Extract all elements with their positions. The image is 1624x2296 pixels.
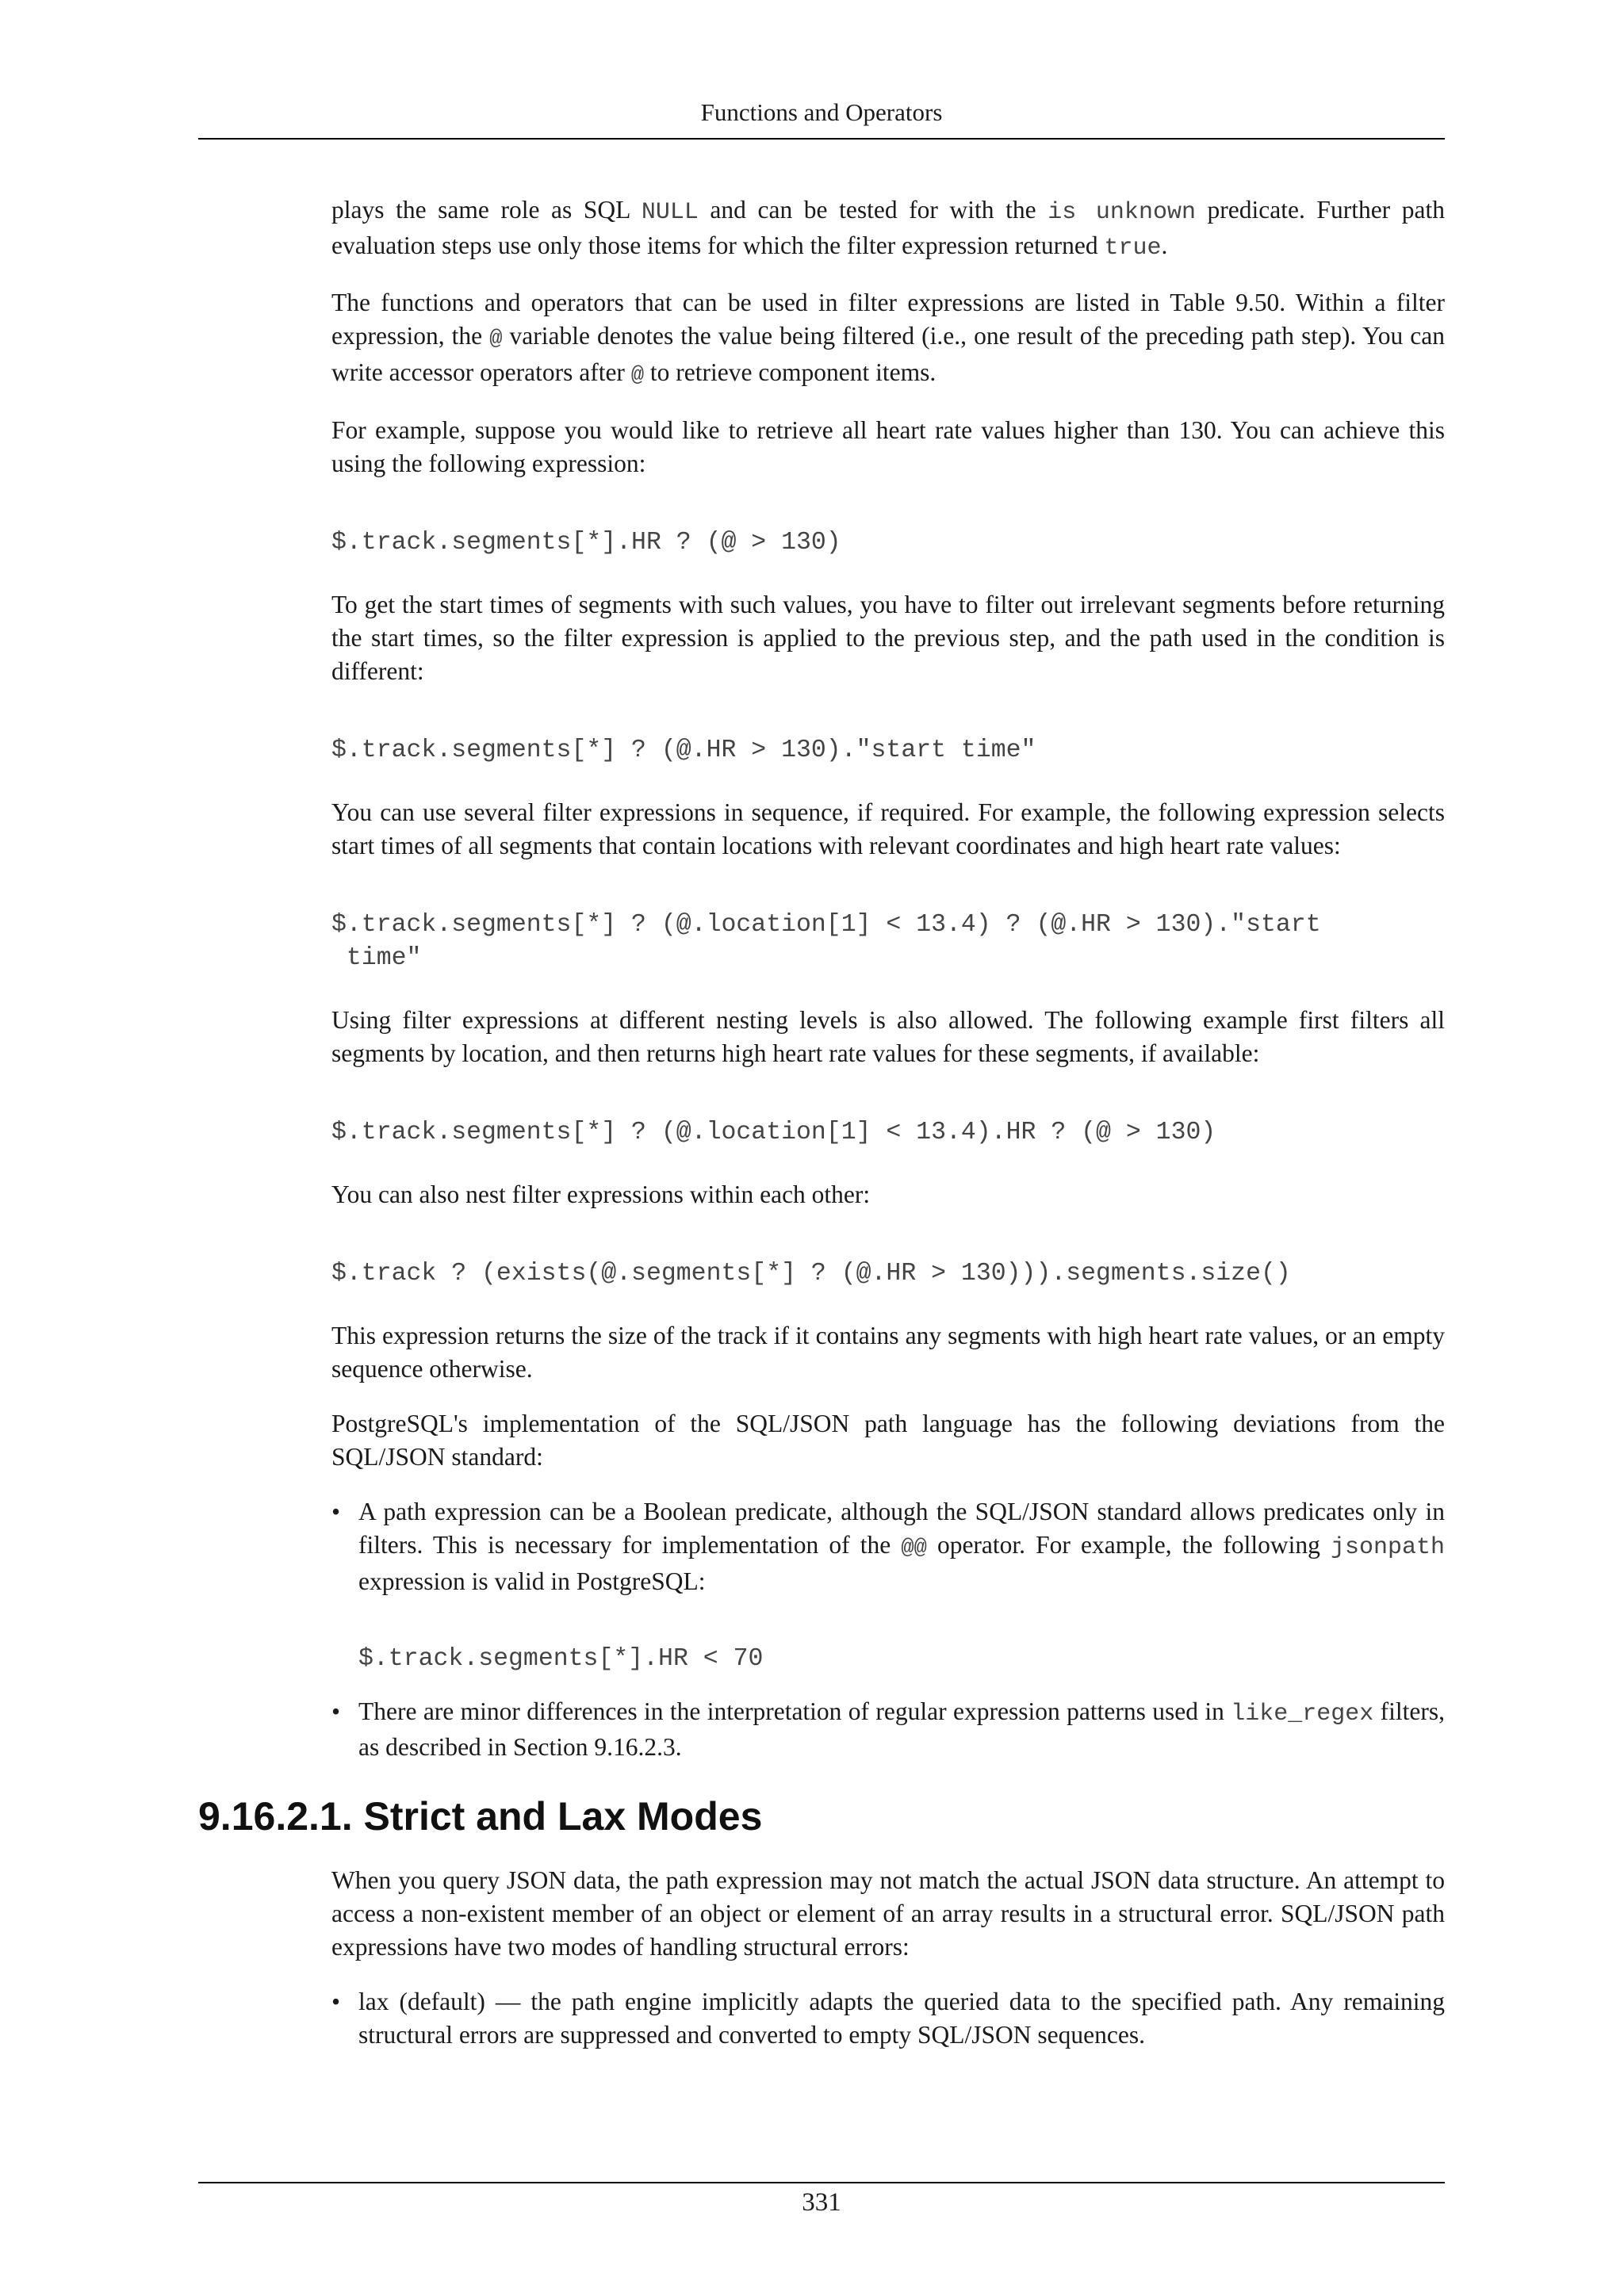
bullet-icon: • [331, 1498, 341, 1525]
code-example: $.track.segments[*].HR < 70 [358, 1645, 764, 1673]
section-heading: 9.16.2.1. Strict and Lax Modes [198, 1794, 763, 1839]
page-content [198, 193, 1445, 2071]
text: operator. For example, the following [926, 1531, 1331, 1559]
inline-code: true [1104, 235, 1162, 262]
header-rule [198, 138, 1445, 140]
paragraph: PostgreSQL's implementation of the SQL/JSON path language has the following deviations from the SQL/JSON standard: [331, 1410, 1445, 1471]
paragraph: This expression returns the size of the track if it contains any segments with high heart rate values, or an empty sequence otherwise. [331, 1322, 1445, 1383]
code-example: $.track.segments[*].HR ? (@ > 130) [331, 529, 841, 557]
text: . [1161, 232, 1168, 259]
bullet-icon: • [331, 1697, 341, 1725]
modes-list [331, 1985, 1445, 2052]
code-example: $.track ? (exists(@.segments[*] ? (@.HR > 130))).segments.size() [331, 1260, 1291, 1288]
paragraph: For example, suppose you would like to retrieve all heart rate values higher than 130. You can achieve this using the following expression: [331, 416, 1445, 477]
inline-code: @ [630, 364, 645, 388]
list-item [331, 1985, 1445, 2052]
paragraph: You can use several filter expressions in sequence, if required. For example, the following expression selects start times of all segments that contain locations with relevant coordinates and high heart rate values: [331, 798, 1445, 859]
code-example: $.track.segments[*] ? (@.location[1] < 13.4) ? (@.HR > 130)."start time" [331, 911, 1321, 972]
inline-code: @ [489, 327, 503, 351]
text: and can be tested for with the [698, 196, 1048, 224]
text: expression is valid in PostgreSQL: [358, 1567, 706, 1595]
inline-code: NULL [641, 199, 699, 226]
bullet-icon: • [331, 1988, 341, 2015]
paragraph [331, 193, 1445, 265]
inline-code: is unknown [1048, 199, 1196, 226]
text: A path expression can be a Boolean predicate, although the SQL/JSON standard allows predicates only in filters. This is necessary for implementation of the [358, 1498, 1445, 1559]
text: variable denotes the value being filtered (i.e., one result of the preceding path step). You can write accessor operators after [331, 322, 1445, 386]
inline-code: like_regex [1231, 1701, 1374, 1728]
inline-code: @@ [901, 1536, 927, 1560]
paragraph: Using filter expressions at different nesting levels is also allowed. The following example first filters all segments by location, and then returns high heart rate values for these segments, if available: [331, 1006, 1445, 1067]
page-number: 331 [802, 2188, 841, 2217]
paragraph: When you query JSON data, the path expression may not match the actual JSON data structure. An attempt to access a non-existent member of an object or element of an array results in a structural error. SQL/JSON path expressions have two modes of handling structural errors: [331, 1866, 1445, 1961]
paragraph: To get the start times of segments with such values, you have to filter out irrelevant segments before returning the start times, so the filter expression is applied to the previous step, and the path used in the condition is different: [331, 591, 1445, 685]
text: plays the same role as SQL [331, 196, 642, 224]
paragraph [331, 286, 1445, 392]
inline-code: jsonpath [1330, 1534, 1445, 1561]
code-example: $.track.segments[*] ? (@.location[1] < 13.4).HR ? (@ > 130) [331, 1119, 1216, 1146]
text: There are minor differences in the interpretation of regular expression patterns used in [358, 1697, 1231, 1725]
text: filters, as described in Section 9.16.2.3. [358, 1697, 1445, 1761]
text: to retrieve component items. [644, 358, 936, 386]
list-item [331, 1695, 1445, 1764]
code-example: $.track.segments[*] ? (@.HR > 130)."start time" [331, 737, 1036, 764]
deviations-list [331, 1495, 1445, 1764]
running-header: Functions and Operators [700, 98, 943, 126]
list-item [331, 1495, 1445, 1676]
text: predicate. Further path evaluation steps use only those items for which the filter expression returned [331, 196, 1445, 259]
paragraph: You can also nest filter expressions within each other: [331, 1181, 871, 1208]
text: The functions and operators that can be used in filter expressions are listed in Table 9.50. Within a filter expression, the [331, 289, 1445, 350]
text: lax (default) — the path engine implicitly adapts the queried data to the specified path. Any remaining structural errors are suppressed and converted to empty SQL/JSON sequences. [358, 1988, 1445, 2049]
